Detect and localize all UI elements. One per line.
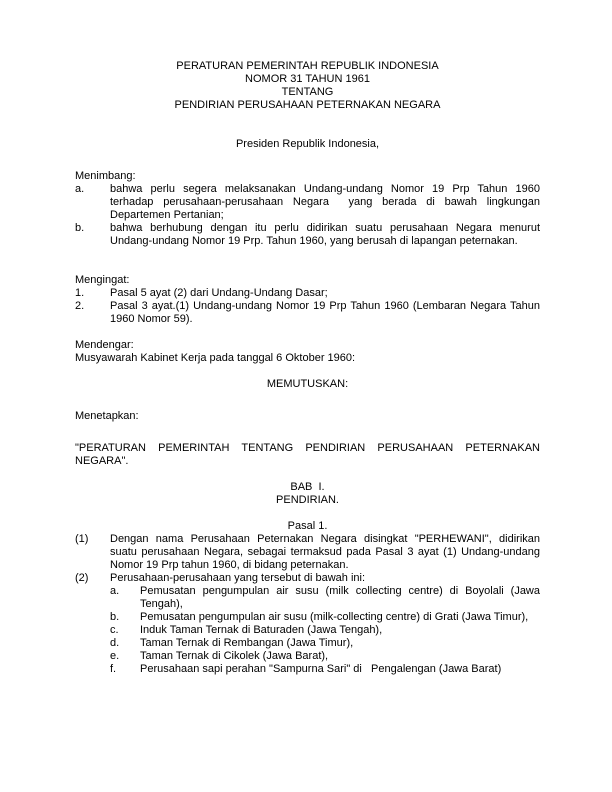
item-text: Pasal 3 ayat.(1) Undang-undang Nomor 19 Prp Tahun 1960 (Lembaran Negara Tahun 1960 Nomor 59). xyxy=(110,300,540,325)
title-line-2: NOMOR 31 TAHUN 1961 xyxy=(245,73,370,85)
mengingat-section xyxy=(75,274,540,326)
list-item xyxy=(75,572,540,585)
mendengar-label: Mendengar: xyxy=(75,339,134,351)
item-text: Perusahaan sapi perahan "Sampurna Sari" di Pengalengan (Jawa Barat) xyxy=(140,663,502,675)
item-text: Pasal 5 ayat (2) dari Undang-Undang Dasar; xyxy=(110,287,328,299)
mendengar-text: Musyawarah Kabinet Kerja pada tanggal 6 Oktober 1960: xyxy=(75,352,356,364)
presiden-line: Presiden Republik Indonesia, xyxy=(235,138,380,150)
item-marker: (2) xyxy=(75,572,89,584)
item-text: bahwa perlu segera melaksanakan Undang-undang Nomor 19 Prp Tahun 1960 terhadap perusahaan-perusahaan Negara yang berada di bawah lingkungan Departemen Pertanian; xyxy=(110,183,540,221)
menimbang-section xyxy=(75,170,540,248)
mendengar-section xyxy=(75,339,540,365)
item-marker: (1) xyxy=(75,533,89,545)
pasal1-heading: Pasal 1. xyxy=(287,520,328,532)
memutuskan-heading: MEMUTUSKAN: xyxy=(266,378,349,390)
sub-list-item xyxy=(110,585,540,611)
bab1-heading xyxy=(75,481,540,507)
pasal1-section xyxy=(75,520,540,676)
title-line-1: PERATURAN PEMERINTAH REPUBLIK INDONESIA xyxy=(176,60,439,72)
item-marker: c. xyxy=(110,624,119,636)
item-text: Taman Ternak di Cikolek (Jawa Barat), xyxy=(140,650,329,662)
item-text: Taman Ternak di Rembangan (Jawa Timur), xyxy=(140,637,354,649)
list-item xyxy=(75,287,540,300)
item-marker: 1. xyxy=(75,287,85,299)
sub-list-item xyxy=(110,624,540,637)
item-marker: f. xyxy=(110,663,117,675)
item-marker: a. xyxy=(75,183,85,195)
sub-list-item xyxy=(110,611,540,624)
list-item xyxy=(75,300,540,326)
item-text: Pemusatan pengumpulan air susu (milk-collecting centre) di Grati (Jawa Timur), xyxy=(140,611,529,623)
list-item xyxy=(75,222,540,248)
bab1-subtitle: PENDIRIAN. xyxy=(276,494,339,506)
item-text: Induk Taman Ternak di Baturaden (Jawa Tengah), xyxy=(140,624,383,636)
title-line-4: PENDIRIAN PERUSAHAAN PETERNAKAN NEGARA xyxy=(174,99,441,111)
mengingat-label: Mengingat: xyxy=(75,274,130,286)
document-title-block xyxy=(75,60,540,112)
list-item xyxy=(75,183,540,222)
item-marker: a. xyxy=(110,585,120,597)
item-text: bahwa berhubung dengan itu perlu didirikan suatu perusahaan Negara menurut Undang-undang Nomor 19 Prp. Tahun 1960, yang berusah di lapangan peternakan. xyxy=(110,222,540,247)
decision-text: "PERATURAN PEMERINTAH TENTANG PENDIRIAN PERUSAHAAN PETERNAKAN NEGARA". xyxy=(75,442,540,467)
item-text: Pemusatan pengumpulan air susu (milk collecting centre) di Boyolali (Jawa Tengah), xyxy=(140,585,540,610)
list-item xyxy=(75,533,540,572)
sub-list-item xyxy=(110,650,540,663)
bab1-title: BAB I. xyxy=(290,481,325,493)
item-marker: d. xyxy=(110,637,120,649)
menetapkan-label: Menetapkan: xyxy=(75,410,139,422)
sub-list-item xyxy=(110,663,540,676)
sub-list-item xyxy=(110,637,540,650)
item-text: Perusahaan-perusahaan yang tersebut di bawah ini: xyxy=(110,572,366,584)
item-marker: b. xyxy=(75,222,85,234)
title-line-3: TENTANG xyxy=(281,86,334,98)
item-marker: 2. xyxy=(75,300,85,312)
item-marker: e. xyxy=(110,650,120,662)
item-marker: b. xyxy=(110,611,120,623)
menimbang-label: Menimbang: xyxy=(75,170,136,182)
item-text: Dengan nama Perusahaan Peternakan Negara disingkat "PERHEWANI", didirikan suatu perusahaan Negara, sebagai termaksud pada Pasal 3 ayat (1) Undang-undang Nomor 19 Prp tahun 1960, di bidang peternakan. xyxy=(110,533,540,571)
